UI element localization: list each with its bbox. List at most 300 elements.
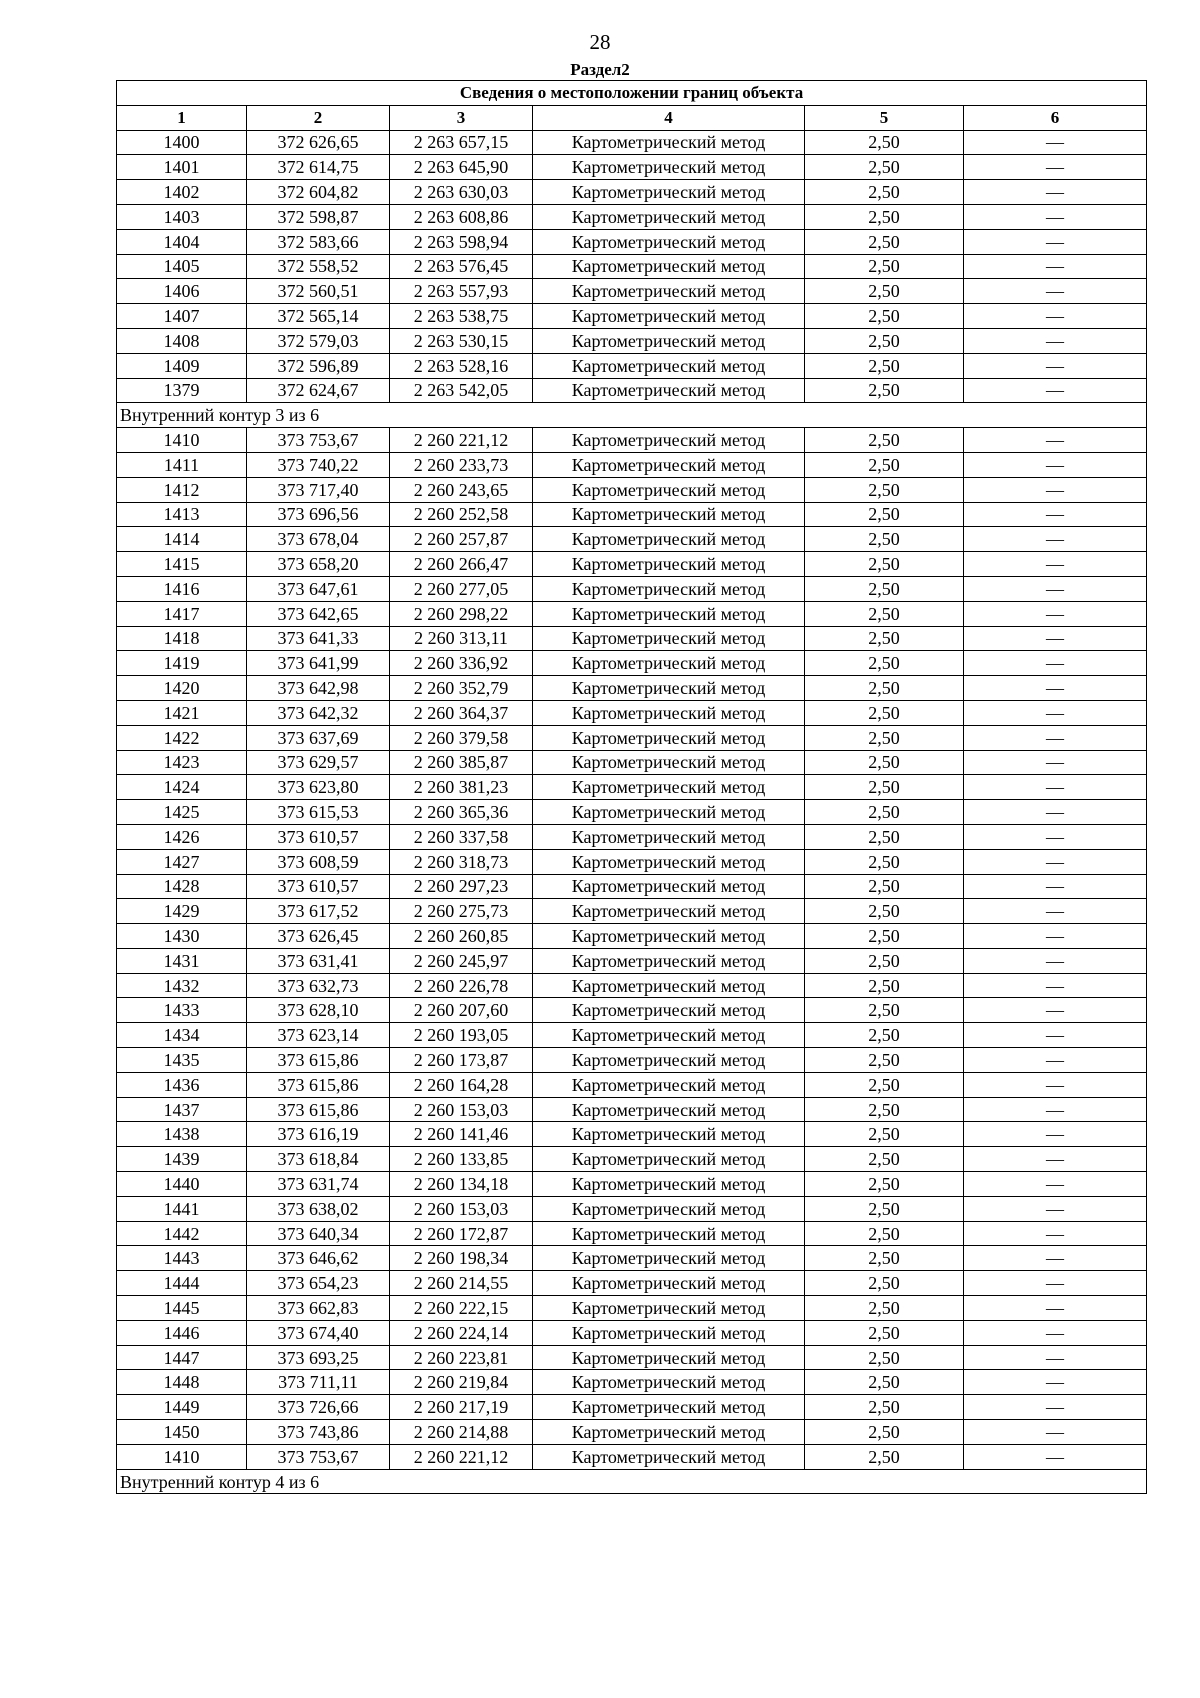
point-number-cell: 1450 xyxy=(117,1420,247,1445)
x-coordinate-cell: 373 674,40 xyxy=(247,1320,390,1345)
description-cell: — xyxy=(964,601,1147,626)
accuracy-cell: 2,50 xyxy=(805,1444,964,1469)
x-coordinate-cell: 373 608,59 xyxy=(247,849,390,874)
x-coordinate-cell: 373 711,11 xyxy=(247,1370,390,1395)
method-cell: Картометрический метод xyxy=(533,576,805,601)
method-cell: Картометрический метод xyxy=(533,849,805,874)
x-coordinate-cell: 373 696,56 xyxy=(247,502,390,527)
method-cell: Картометрический метод xyxy=(533,279,805,304)
table-row xyxy=(117,924,1147,949)
accuracy-cell: 2,50 xyxy=(805,477,964,502)
x-coordinate-cell: 373 693,25 xyxy=(247,1345,390,1370)
description-cell: — xyxy=(964,1147,1147,1172)
y-coordinate-cell: 2 260 221,12 xyxy=(390,428,533,453)
description-cell: — xyxy=(964,998,1147,1023)
point-number-cell: 1442 xyxy=(117,1221,247,1246)
accuracy-cell: 2,50 xyxy=(805,1122,964,1147)
description-cell: — xyxy=(964,229,1147,254)
method-cell: Картометрический метод xyxy=(533,1221,805,1246)
method-cell: Картометрический метод xyxy=(533,1444,805,1469)
y-coordinate-cell: 2 260 222,15 xyxy=(390,1296,533,1321)
x-coordinate-cell: 373 637,69 xyxy=(247,725,390,750)
accuracy-cell: 2,50 xyxy=(805,254,964,279)
description-cell: — xyxy=(964,849,1147,874)
table-row xyxy=(117,328,1147,353)
table-row xyxy=(117,1444,1147,1469)
x-coordinate-cell: 373 615,53 xyxy=(247,800,390,825)
x-coordinate-cell: 373 631,74 xyxy=(247,1172,390,1197)
description-cell: — xyxy=(964,1420,1147,1445)
method-cell: Картометрический метод xyxy=(533,1296,805,1321)
y-coordinate-cell: 2 260 245,97 xyxy=(390,948,533,973)
accuracy-cell: 2,50 xyxy=(805,1395,964,1420)
point-number-cell: 1445 xyxy=(117,1296,247,1321)
column-header-row xyxy=(117,105,1147,130)
accuracy-cell: 2,50 xyxy=(805,948,964,973)
contour-label-row xyxy=(117,1469,1147,1494)
table-row xyxy=(117,155,1147,180)
accuracy-cell: 2,50 xyxy=(805,1246,964,1271)
table-row xyxy=(117,1023,1147,1048)
x-coordinate-cell: 373 617,52 xyxy=(247,899,390,924)
method-cell: Картометрический метод xyxy=(533,601,805,626)
accuracy-cell: 2,50 xyxy=(805,552,964,577)
table-row xyxy=(117,1122,1147,1147)
table-row xyxy=(117,1320,1147,1345)
point-number-cell: 1447 xyxy=(117,1345,247,1370)
point-number-cell: 1429 xyxy=(117,899,247,924)
description-cell: — xyxy=(964,874,1147,899)
table-row xyxy=(117,1072,1147,1097)
method-cell: Картометрический метод xyxy=(533,1271,805,1296)
y-coordinate-cell: 2 260 318,73 xyxy=(390,849,533,874)
table-row xyxy=(117,130,1147,155)
y-coordinate-cell: 2 260 297,23 xyxy=(390,874,533,899)
y-coordinate-cell: 2 260 214,88 xyxy=(390,1420,533,1445)
table-row xyxy=(117,626,1147,651)
contour-label-row xyxy=(117,403,1147,428)
table-row xyxy=(117,800,1147,825)
point-number-cell: 1434 xyxy=(117,1023,247,1048)
method-cell: Картометрический метод xyxy=(533,800,805,825)
y-coordinate-cell: 2 260 365,36 xyxy=(390,800,533,825)
table-body xyxy=(117,130,1147,1494)
accuracy-cell: 2,50 xyxy=(805,676,964,701)
y-coordinate-cell: 2 260 223,81 xyxy=(390,1345,533,1370)
accuracy-cell: 2,50 xyxy=(805,1320,964,1345)
accuracy-cell: 2,50 xyxy=(805,576,964,601)
method-cell: Картометрический метод xyxy=(533,254,805,279)
x-coordinate-cell: 373 642,32 xyxy=(247,700,390,725)
y-coordinate-cell: 2 260 134,18 xyxy=(390,1172,533,1197)
point-number-cell: 1435 xyxy=(117,1048,247,1073)
method-cell: Картометрический метод xyxy=(533,899,805,924)
x-coordinate-cell: 373 717,40 xyxy=(247,477,390,502)
table-row xyxy=(117,353,1147,378)
accuracy-cell: 2,50 xyxy=(805,775,964,800)
point-number-cell: 1444 xyxy=(117,1271,247,1296)
x-coordinate-cell: 373 632,73 xyxy=(247,973,390,998)
table-row xyxy=(117,874,1147,899)
method-cell: Картометрический метод xyxy=(533,1147,805,1172)
accuracy-cell: 2,50 xyxy=(805,304,964,329)
method-cell: Картометрический метод xyxy=(533,1320,805,1345)
table-row xyxy=(117,254,1147,279)
table-row xyxy=(117,1271,1147,1296)
accuracy-cell: 2,50 xyxy=(805,601,964,626)
accuracy-cell: 2,50 xyxy=(805,651,964,676)
point-number-cell: 1428 xyxy=(117,874,247,899)
description-cell: — xyxy=(964,1345,1147,1370)
table-row xyxy=(117,948,1147,973)
point-number-cell: 1448 xyxy=(117,1370,247,1395)
x-coordinate-cell: 373 629,57 xyxy=(247,750,390,775)
y-coordinate-cell: 2 260 193,05 xyxy=(390,1023,533,1048)
description-cell: — xyxy=(964,700,1147,725)
point-number-cell: 1441 xyxy=(117,1196,247,1221)
table-row xyxy=(117,1246,1147,1271)
x-coordinate-cell: 373 638,02 xyxy=(247,1196,390,1221)
x-coordinate-cell: 373 641,99 xyxy=(247,651,390,676)
table-row xyxy=(117,998,1147,1023)
x-coordinate-cell: 373 623,80 xyxy=(247,775,390,800)
description-cell: — xyxy=(964,1221,1147,1246)
point-number-cell: 1431 xyxy=(117,948,247,973)
method-cell: Картометрический метод xyxy=(533,750,805,775)
x-coordinate-cell: 372 598,87 xyxy=(247,204,390,229)
method-cell: Картометрический метод xyxy=(533,1048,805,1073)
description-cell: — xyxy=(964,304,1147,329)
accuracy-cell: 2,50 xyxy=(805,874,964,899)
description-cell: — xyxy=(964,725,1147,750)
point-number-cell: 1420 xyxy=(117,676,247,701)
y-coordinate-cell: 2 260 164,28 xyxy=(390,1072,533,1097)
description-cell: — xyxy=(964,948,1147,973)
y-coordinate-cell: 2 260 257,87 xyxy=(390,527,533,552)
description-cell: — xyxy=(964,576,1147,601)
description-cell: — xyxy=(964,676,1147,701)
y-coordinate-cell: 2 260 153,03 xyxy=(390,1196,533,1221)
description-cell: — xyxy=(964,477,1147,502)
method-cell: Картометрический метод xyxy=(533,1345,805,1370)
x-coordinate-cell: 372 604,82 xyxy=(247,180,390,205)
table-caption-row xyxy=(117,81,1147,106)
y-coordinate-cell: 2 260 226,78 xyxy=(390,973,533,998)
x-coordinate-cell: 373 623,14 xyxy=(247,1023,390,1048)
point-number-cell: 1432 xyxy=(117,973,247,998)
y-coordinate-cell: 2 263 657,15 xyxy=(390,130,533,155)
description-cell: — xyxy=(964,130,1147,155)
table-row xyxy=(117,700,1147,725)
description-cell: — xyxy=(964,775,1147,800)
y-coordinate-cell: 2 260 336,92 xyxy=(390,651,533,676)
accuracy-cell: 2,50 xyxy=(805,998,964,1023)
x-coordinate-cell: 373 740,22 xyxy=(247,452,390,477)
y-coordinate-cell: 2 263 530,15 xyxy=(390,328,533,353)
column-header-2: 2 xyxy=(247,105,390,130)
y-coordinate-cell: 2 260 381,23 xyxy=(390,775,533,800)
x-coordinate-cell: 373 654,23 xyxy=(247,1271,390,1296)
accuracy-cell: 2,50 xyxy=(805,750,964,775)
x-coordinate-cell: 373 615,86 xyxy=(247,1097,390,1122)
accuracy-cell: 2,50 xyxy=(805,1296,964,1321)
x-coordinate-cell: 373 615,86 xyxy=(247,1048,390,1073)
accuracy-cell: 2,50 xyxy=(805,1196,964,1221)
x-coordinate-cell: 372 558,52 xyxy=(247,254,390,279)
contour-label: Внутренний контур 4 из 6 xyxy=(117,1469,1147,1494)
y-coordinate-cell: 2 263 538,75 xyxy=(390,304,533,329)
description-cell: — xyxy=(964,204,1147,229)
description-cell: — xyxy=(964,254,1147,279)
point-number-cell: 1443 xyxy=(117,1246,247,1271)
x-coordinate-cell: 373 616,19 xyxy=(247,1122,390,1147)
description-cell: — xyxy=(964,1444,1147,1469)
point-number-cell: 1424 xyxy=(117,775,247,800)
method-cell: Картометрический метод xyxy=(533,155,805,180)
description-cell: — xyxy=(964,1370,1147,1395)
point-number-cell: 1402 xyxy=(117,180,247,205)
point-number-cell: 1419 xyxy=(117,651,247,676)
point-number-cell: 1437 xyxy=(117,1097,247,1122)
description-cell: — xyxy=(964,1097,1147,1122)
method-cell: Картометрический метод xyxy=(533,1420,805,1445)
table-row xyxy=(117,229,1147,254)
boundary-coordinates-table xyxy=(116,80,1147,1494)
table-row xyxy=(117,180,1147,205)
y-coordinate-cell: 2 260 173,87 xyxy=(390,1048,533,1073)
method-cell: Картометрический метод xyxy=(533,229,805,254)
method-cell: Картометрический метод xyxy=(533,775,805,800)
point-number-cell: 1438 xyxy=(117,1122,247,1147)
y-coordinate-cell: 2 260 277,05 xyxy=(390,576,533,601)
table-row xyxy=(117,304,1147,329)
description-cell: — xyxy=(964,651,1147,676)
point-number-cell: 1379 xyxy=(117,378,247,403)
table-row xyxy=(117,1048,1147,1073)
method-cell: Картометрический метод xyxy=(533,204,805,229)
table-row xyxy=(117,428,1147,453)
x-coordinate-cell: 373 726,66 xyxy=(247,1395,390,1420)
y-coordinate-cell: 2 260 337,58 xyxy=(390,824,533,849)
column-header-3: 3 xyxy=(390,105,533,130)
y-coordinate-cell: 2 263 598,94 xyxy=(390,229,533,254)
method-cell: Картометрический метод xyxy=(533,1196,805,1221)
x-coordinate-cell: 373 647,61 xyxy=(247,576,390,601)
method-cell: Картометрический метод xyxy=(533,353,805,378)
y-coordinate-cell: 2 260 260,85 xyxy=(390,924,533,949)
point-number-cell: 1446 xyxy=(117,1320,247,1345)
point-number-cell: 1416 xyxy=(117,576,247,601)
x-coordinate-cell: 373 618,84 xyxy=(247,1147,390,1172)
point-number-cell: 1407 xyxy=(117,304,247,329)
section-title: Раздел2 xyxy=(570,60,630,79)
accuracy-cell: 2,50 xyxy=(805,1345,964,1370)
x-coordinate-cell: 372 579,03 xyxy=(247,328,390,353)
point-number-cell: 1410 xyxy=(117,1444,247,1469)
accuracy-cell: 2,50 xyxy=(805,800,964,825)
y-coordinate-cell: 2 260 313,11 xyxy=(390,626,533,651)
description-cell: — xyxy=(964,279,1147,304)
point-number-cell: 1400 xyxy=(117,130,247,155)
table-row xyxy=(117,1370,1147,1395)
point-number-cell: 1405 xyxy=(117,254,247,279)
table-row xyxy=(117,775,1147,800)
accuracy-cell: 2,50 xyxy=(805,849,964,874)
description-cell: — xyxy=(964,1072,1147,1097)
table-row xyxy=(117,279,1147,304)
method-cell: Картометрический метод xyxy=(533,924,805,949)
x-coordinate-cell: 372 596,89 xyxy=(247,353,390,378)
x-coordinate-cell: 373 662,83 xyxy=(247,1296,390,1321)
point-number-cell: 1430 xyxy=(117,924,247,949)
point-number-cell: 1423 xyxy=(117,750,247,775)
point-number-cell: 1406 xyxy=(117,279,247,304)
y-coordinate-cell: 2 260 219,84 xyxy=(390,1370,533,1395)
point-number-cell: 1426 xyxy=(117,824,247,849)
accuracy-cell: 2,50 xyxy=(805,725,964,750)
y-coordinate-cell: 2 260 275,73 xyxy=(390,899,533,924)
table-row xyxy=(117,204,1147,229)
method-cell: Картометрический метод xyxy=(533,1023,805,1048)
y-coordinate-cell: 2 260 214,55 xyxy=(390,1271,533,1296)
contour-label: Внутренний контур 3 из 6 xyxy=(117,403,1147,428)
x-coordinate-cell: 373 753,67 xyxy=(247,428,390,453)
y-coordinate-cell: 2 263 630,03 xyxy=(390,180,533,205)
x-coordinate-cell: 373 610,57 xyxy=(247,874,390,899)
x-coordinate-cell: 373 631,41 xyxy=(247,948,390,973)
y-coordinate-cell: 2 260 266,47 xyxy=(390,552,533,577)
table-row xyxy=(117,502,1147,527)
y-coordinate-cell: 2 260 233,73 xyxy=(390,452,533,477)
accuracy-cell: 2,50 xyxy=(805,1072,964,1097)
description-cell: — xyxy=(964,1023,1147,1048)
accuracy-cell: 2,50 xyxy=(805,155,964,180)
method-cell: Картометрический метод xyxy=(533,328,805,353)
description-cell: — xyxy=(964,527,1147,552)
x-coordinate-cell: 372 583,66 xyxy=(247,229,390,254)
x-coordinate-cell: 373 678,04 xyxy=(247,527,390,552)
method-cell: Картометрический метод xyxy=(533,626,805,651)
accuracy-cell: 2,50 xyxy=(805,1420,964,1445)
column-header-6: 6 xyxy=(964,105,1147,130)
y-coordinate-cell: 2 263 528,16 xyxy=(390,353,533,378)
y-coordinate-cell: 2 263 557,93 xyxy=(390,279,533,304)
point-number-cell: 1436 xyxy=(117,1072,247,1097)
x-coordinate-cell: 373 626,45 xyxy=(247,924,390,949)
method-cell: Картометрический метод xyxy=(533,527,805,552)
y-coordinate-cell: 2 260 153,03 xyxy=(390,1097,533,1122)
point-number-cell: 1427 xyxy=(117,849,247,874)
method-cell: Картометрический метод xyxy=(533,180,805,205)
y-coordinate-cell: 2 260 298,22 xyxy=(390,601,533,626)
point-number-cell: 1401 xyxy=(117,155,247,180)
method-cell: Картометрический метод xyxy=(533,725,805,750)
x-coordinate-cell: 373 641,33 xyxy=(247,626,390,651)
accuracy-cell: 2,50 xyxy=(805,130,964,155)
y-coordinate-cell: 2 263 608,86 xyxy=(390,204,533,229)
table-row xyxy=(117,1420,1147,1445)
description-cell: — xyxy=(964,452,1147,477)
point-number-cell: 1415 xyxy=(117,552,247,577)
description-cell: — xyxy=(964,750,1147,775)
accuracy-cell: 2,50 xyxy=(805,899,964,924)
accuracy-cell: 2,50 xyxy=(805,328,964,353)
x-coordinate-cell: 373 610,57 xyxy=(247,824,390,849)
description-cell: — xyxy=(964,1296,1147,1321)
column-header-5: 5 xyxy=(805,105,964,130)
description-cell: — xyxy=(964,973,1147,998)
x-coordinate-cell: 373 658,20 xyxy=(247,552,390,577)
accuracy-cell: 2,50 xyxy=(805,502,964,527)
description-cell: — xyxy=(964,1271,1147,1296)
method-cell: Картометрический метод xyxy=(533,1370,805,1395)
method-cell: Картометрический метод xyxy=(533,1395,805,1420)
point-number-cell: 1425 xyxy=(117,800,247,825)
method-cell: Картометрический метод xyxy=(533,824,805,849)
method-cell: Картометрический метод xyxy=(533,998,805,1023)
description-cell: — xyxy=(964,800,1147,825)
point-number-cell: 1440 xyxy=(117,1172,247,1197)
method-cell: Картометрический метод xyxy=(533,378,805,403)
table-row xyxy=(117,601,1147,626)
table-row xyxy=(117,452,1147,477)
x-coordinate-cell: 373 640,34 xyxy=(247,1221,390,1246)
x-coordinate-cell: 373 642,65 xyxy=(247,601,390,626)
table-row xyxy=(117,1097,1147,1122)
table-row xyxy=(117,1196,1147,1221)
table-row xyxy=(117,378,1147,403)
method-cell: Картометрический метод xyxy=(533,452,805,477)
point-number-cell: 1418 xyxy=(117,626,247,651)
table-row xyxy=(117,576,1147,601)
accuracy-cell: 2,50 xyxy=(805,353,964,378)
y-coordinate-cell: 2 260 243,65 xyxy=(390,477,533,502)
table-row xyxy=(117,477,1147,502)
y-coordinate-cell: 2 263 576,45 xyxy=(390,254,533,279)
point-number-cell: 1439 xyxy=(117,1147,247,1172)
table-row xyxy=(117,973,1147,998)
method-cell: Картометрический метод xyxy=(533,1172,805,1197)
description-cell: — xyxy=(964,626,1147,651)
x-coordinate-cell: 373 615,86 xyxy=(247,1072,390,1097)
point-number-cell: 1433 xyxy=(117,998,247,1023)
point-number-cell: 1410 xyxy=(117,428,247,453)
table-row xyxy=(117,725,1147,750)
table-row xyxy=(117,552,1147,577)
table-row xyxy=(117,824,1147,849)
method-cell: Картометрический метод xyxy=(533,1097,805,1122)
description-cell: — xyxy=(964,824,1147,849)
point-number-cell: 1411 xyxy=(117,452,247,477)
accuracy-cell: 2,50 xyxy=(805,1097,964,1122)
x-coordinate-cell: 373 743,86 xyxy=(247,1420,390,1445)
method-cell: Картометрический метод xyxy=(533,477,805,502)
y-coordinate-cell: 2 260 364,37 xyxy=(390,700,533,725)
point-number-cell: 1412 xyxy=(117,477,247,502)
description-cell: — xyxy=(964,155,1147,180)
x-coordinate-cell: 373 646,62 xyxy=(247,1246,390,1271)
y-coordinate-cell: 2 260 172,87 xyxy=(390,1221,533,1246)
description-cell: — xyxy=(964,353,1147,378)
method-cell: Картометрический метод xyxy=(533,1246,805,1271)
point-number-cell: 1408 xyxy=(117,328,247,353)
point-number-cell: 1413 xyxy=(117,502,247,527)
point-number-cell: 1449 xyxy=(117,1395,247,1420)
x-coordinate-cell: 372 626,65 xyxy=(247,130,390,155)
description-cell: — xyxy=(964,328,1147,353)
method-cell: Картометрический метод xyxy=(533,428,805,453)
y-coordinate-cell: 2 263 645,90 xyxy=(390,155,533,180)
